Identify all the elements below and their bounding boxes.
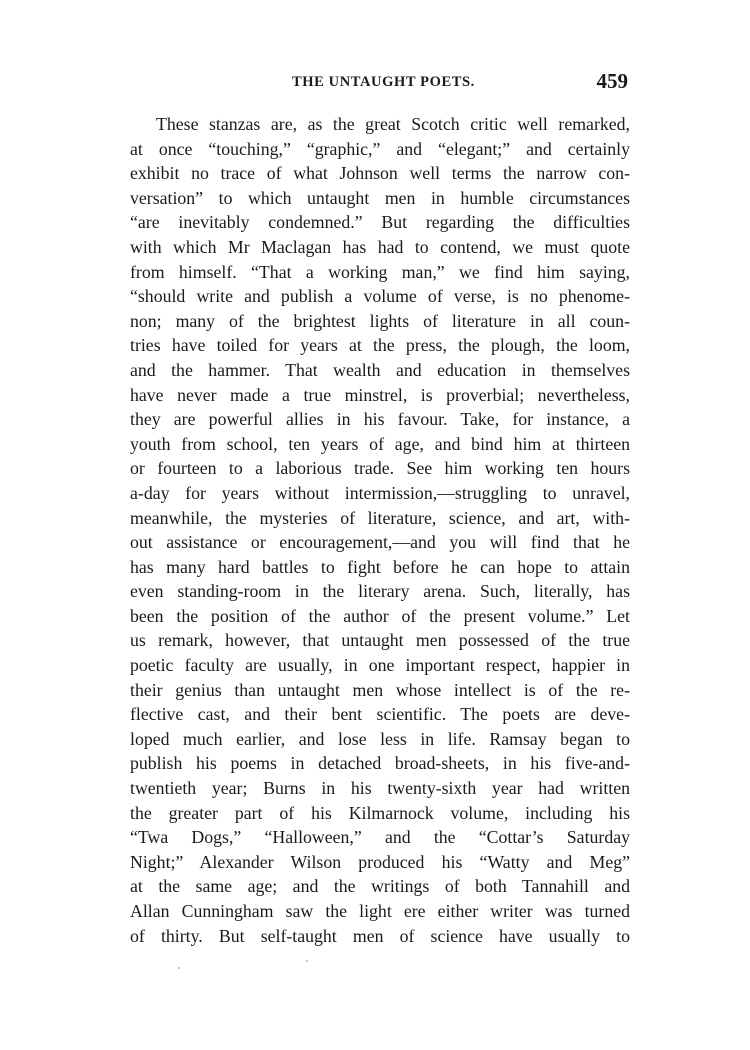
text-line: “are inevitably condemned.” But regarding the difficulties (130, 212, 630, 233)
text-line: Allan Cunningham saw the light ere either writer was turned (130, 901, 630, 921)
text-line: youth from school, ten years of age, and bind him at thirteen (130, 433, 630, 454)
body-text (130, 112, 630, 948)
text-line: they are powerful allies in his favour. Take, for instance, a (130, 409, 630, 430)
text-line: loped much earlier, and lose less in life. Ramsay began to (130, 728, 630, 749)
running-head: THE UNTAUGHT POETS. (292, 74, 475, 90)
text-line: These stanzas are, as the great Scotch critic well remarked, (156, 114, 630, 134)
text-line: “Twa Dogs,” “Halloween,” and the “Cottar’s Saturday (130, 827, 630, 848)
text-line: poetic faculty are usually, in one important respect, happier in (130, 655, 630, 676)
text-line: meanwhile, the mysteries of literature, science, and art, with- (130, 507, 630, 528)
text-line: twentieth year; Burns in his twenty-sixth year had written (130, 778, 630, 799)
text-line: even standing-room in the literary arena. Such, literally, has (130, 581, 630, 602)
text-line: their genius than untaught men whose intellect is of the re- (130, 679, 630, 700)
text-line: non; many of the brightest lights of literature in all coun- (130, 310, 630, 331)
text-line: from himself. “That a working man,” we find him saying, (130, 261, 630, 282)
text-line: “should write and publish a volume of verse, is no phenome- (130, 286, 630, 307)
text-line: of thirty. But self-taught men of science have usually to (130, 925, 630, 946)
text-line: out assistance or encouragement,—and you will find that he (130, 532, 630, 553)
text-line: or fourteen to a laborious trade. See him working ten hours (130, 458, 630, 479)
text-line: us remark, however, that untaught men possessed of the true (130, 630, 630, 651)
text-line: versation” to which untaught men in humble circumstances (130, 187, 630, 208)
page-header (130, 69, 628, 98)
text-line: at once “touching,” “graphic,” and “elegant;” and certainly (130, 138, 630, 159)
text-line: flective cast, and their bent scientific. The poets are deve- (130, 704, 630, 725)
text-line: with which Mr Maclagan has had to contend, we must quote (130, 236, 630, 257)
text-line: the greater part of his Kilmarnock volume, including his (130, 802, 630, 823)
text-line: and the hammer. That wealth and education in themselves (130, 359, 630, 380)
text-line: been the position of the author of the present volume.” Let (130, 605, 630, 626)
text-line: exhibit no trace of what Johnson well terms the narrow con- (130, 163, 630, 184)
text-line: publish his poems in detached broad-sheets, in his five-and- (130, 753, 630, 774)
text-line: at the same age; and the writings of both Tannahill and (130, 876, 630, 897)
page-number: 459 (596, 69, 628, 93)
text-line: have never made a true minstrel, is proverbial; nevertheless, (130, 384, 630, 405)
text-line: a-day for years without intermission,—struggling to unravel, (130, 482, 630, 503)
text-line: has many hard battles to fight before he can hope to attain (130, 556, 630, 577)
text-line: Night;” Alexander Wilson produced his “Watty and Meg” (130, 851, 630, 872)
text-line: tries have toiled for years at the press, the plough, the loom, (130, 335, 630, 356)
